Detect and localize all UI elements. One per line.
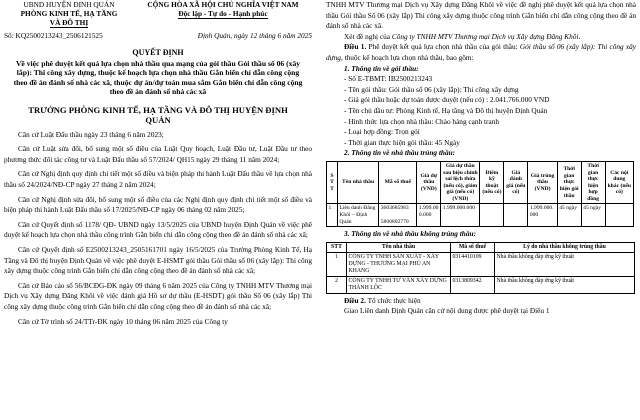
winner-col-header: Giá đánh giá (nếu có) (504, 161, 528, 204)
winner-col-header: Giá dự thầu sau hiệu chỉnh sai lệch thừa (nếu có), giảm giá (nếu có) (VND) (441, 161, 480, 204)
winner-table (326, 161, 634, 227)
decision-title: QUYẾT ĐỊNH (132, 48, 184, 57)
nation-line2: Độc lập - Tự do - Hạnh phúc (178, 9, 268, 18)
winner-col-header: Các nội dung khác (nếu có) (605, 161, 633, 204)
document-header (4, 0, 312, 28)
package-info-item: - Giá gói thầu hoặc dự toán được duyệt (nếu có) : 2.041.766.000 VND (344, 95, 550, 105)
article-1-package: Gói thầu số 06 (xây lắp): Thi công xây dựng (326, 42, 636, 62)
article-2-text: Giao Liên danh Định Quán căn cứ nội dung được phê duyệt tại Điều 1 (344, 306, 550, 316)
ref-number: Số: KQ2500213243_2506121525 (4, 31, 103, 40)
loser-cell: 0314410109 (451, 252, 495, 276)
winner-cell: 1.999.000.000 (528, 204, 557, 227)
basis-paragraph: Căn cứ Nghị định quy định chi tiết một số điều và biện pháp thi hành Luật Đấu thầu về lựa chọn nhà thầu số 24/2024/NĐ-CP ngày 27 tháng 2 năm 2024; (4, 169, 312, 189)
basis-paragraph: Căn cứ Báo cáo số 56/BCĐG-ĐK ngày 09 tháng 6 năm 2025 của Công ty TNHH MTV Thương mại Dịch vụ Xây dựng Đăng Khôi về việc đánh giá Hồ sơ dự thầu (E-HSDT) gói thầu Số 06 (xây lắp) Thi công xây dựng thuộc công trình Gắn biển chỉ dẫn công cộng theo đề án đánh số nhà các xã; (4, 280, 312, 311)
article-2-label: Điều 2. (344, 295, 366, 305)
article-2: Điều 2. Tổ chức thực hiện (344, 295, 421, 305)
basis-paragraph: Căn cứ Quyết định số 1178/ QĐ- UBND ngày 13/5/2025 của UBND huyện Định Quán về việc phê duyệt kế hoạch lựa chọn nhà thầu công trình Gắn biển chỉ dẫn công cộng theo đề án đánh số nhà các xã; (4, 219, 312, 240)
loser-cell: 1 (327, 252, 347, 276)
winner-cell: 3603685983 5800802770 (379, 204, 417, 227)
basis-paragraph: Căn cứ Luật Đấu thầu ngày 23 tháng 6 năm 2023; (18, 129, 164, 139)
decision-subject: Về việc phê duyệt kết quả lựa chọn nhà thầu qua mạng của gói thầu Gói thầu số 06 (xây lắp): Thi công xây dựng, thuộc kế hoạch lựa chọn nhà thầu Gắn biển chỉ dẫn công cộng theo đề án đánh số nhà các xã, thuộc dự án/dự toán mua sắm Gắn biển chỉ dẫn công cộng theo đề án đánh số nhà các xã (13, 59, 303, 97)
agency-line3: VÀ ĐÔ THỊ (49, 18, 89, 27)
package-info-item: - Số E-TBMT: IB2500213243 (344, 74, 433, 84)
nation-line1: CỘNG HÒA XÃ HỘI CHỦ NGHĨA VIỆT NAM (147, 0, 299, 9)
section-1-title: 1. Thông tin về gói thầu: (344, 63, 419, 73)
agency-line1: UBND HUYỆN ĐỊNH QUÁN (23, 0, 115, 9)
winner-col-header: Giá trúng thầu (VND) (528, 161, 557, 204)
winner-cell: 1 (327, 204, 338, 227)
table-row (327, 204, 634, 227)
table-row (327, 252, 635, 276)
agency-line2: PHÒNG KINH TẾ, HẠ TẦNG (20, 9, 118, 18)
winner-col-header: Thời gian thực hiện hợp đồng (581, 161, 605, 204)
loser-cell: 2 (327, 276, 347, 293)
winner-col-header: Tên nhà thầu (337, 161, 378, 204)
date-line: Định Quán, ngày 12 tháng 6 năm 2025 (197, 31, 312, 40)
winner-col-header: Giá dự thầu (VND) (417, 161, 441, 204)
winner-cell: Liên danh Đăng Khôi – Định Quán (337, 204, 378, 227)
issuer-title: TRƯỞNG PHÒNG KINH TẾ, HẠ TẦNG VÀ ĐÔ THỊ HUYỆN ĐỊNH QUÁN (28, 104, 288, 126)
winner-cell: 1.999.000.000 (417, 204, 441, 227)
basis-paragraph: Căn cứ Luật sửa đổi, bổ sung một số điều của Luật Quy hoạch, Luật Đầu tư, Luật Đầu tư theo phương thức đối tác công tư và Luật Đấu thầu số 57/2024/ QH15 ngày 29 tháng 11 năm 2024; (4, 144, 312, 164)
loser-header-row (327, 242, 635, 252)
table-row (327, 276, 635, 293)
loser-cell: CÔNG TY TNHH SẢN XUẤT - XÂY DỰNG - THƯƠNG MẠI PHÚ AN KHANG (347, 252, 451, 276)
section-3-title: 3. Thông tin về nhà thầu không trúng thầu: (344, 229, 476, 239)
winner-cell: 45 ngày (557, 204, 581, 227)
loser-table (326, 242, 635, 294)
basis-paragraph: Căn cứ Quyết định số E2500213243_2505161701 ngày 16/5/2025 của Trưởng Phòng Kinh Tế, Hạ Tầng và Đô thị huyện Định Quán về việc phê duyệt E-HSMT gói thầu Gói thầu số 06 (xây lắp): Thi công xây dựng thuộc công trình Gắn biển chỉ dẫn công cộng theo đề án đánh số nhà các xã; (4, 244, 312, 276)
loser-col-header: Tên nhà thầu (347, 242, 451, 252)
package-info-item: - Loại hợp đồng: Trọn gói (344, 127, 420, 137)
basis-paragraph: Căn cứ Nghị định sửa đổi, bổ sung một số điều của các Nghị định quy định chi tiết một số điều và biện pháp thi hành Luật Đấu thầu số 17/2025/NĐ-CP ngày 06 tháng 02 năm 2025; (4, 194, 312, 215)
winner-cell (504, 204, 528, 227)
loser-cell: Nhà thầu không đáp ứng kỹ thuật (495, 252, 635, 276)
package-info-item: - Tên gói thầu: Gói thầu số 06 (xây lắp): Thi công xây dựng (344, 84, 519, 94)
winner-col-header: Mã số thuế (379, 161, 417, 204)
winner-cell (605, 204, 633, 227)
basis-paragraph: Căn cứ Tờ trình số 24/TTr-ĐK ngày 10 tháng 06 năm 2025 của Công ty (18, 316, 228, 326)
agency-block (4, 0, 134, 28)
continued-paragraph: TNHH MTV Thương mại Dịch vụ Xây dựng Đăng Khôi về việc đề nghị phê duyệt kết quả lựa chọn nhà thầu Gói thầu Số 06 (xây lắp) Thi công xây dựng thuộc công trình Gắn biển chỉ dẫn công cộng theo đề án đánh số nhà các xã. (326, 0, 636, 31)
consider-paragraph: Xét đề nghị của Công ty TNHH MTV Thương mại Dịch vụ Xây dựng Đăng Khôi. (344, 31, 581, 41)
article-1-label: Điều 1. (344, 42, 367, 52)
winner-cell (480, 204, 504, 227)
consider-org: Công ty TNHH MTV Thương mại Dịch vụ Xây dựng Đăng Khôi (391, 31, 579, 41)
winner-header-row (327, 161, 634, 204)
winner-cell: 1.999.000.000 (441, 204, 480, 227)
winner-cell: 45 ngày (581, 204, 605, 227)
winner-col-header: Thời gian thực hiện gói thầu (557, 161, 581, 204)
winner-col-header: Điểm kỹ thuật (nếu có) (480, 161, 504, 204)
right-column (326, 0, 636, 317)
package-info-item: - Tên chủ đầu tư: Phòng Kinh tế, Hạ tầng và Đô thị huyện Định Quán (344, 105, 548, 115)
loser-col-header: Lý do nhà thầu không trúng thầu (495, 242, 635, 252)
loser-cell: CÔNG TY TNHH TƯ VẤN XÂY DỰNG THÀNH LỘC (347, 276, 451, 293)
left-column (4, 0, 312, 327)
loser-cell: Nhà thầu không đáp ứng kỹ thuật (495, 276, 635, 293)
package-info-item: - Hình thức lựa chọn nhà thầu: Chào hàng cạnh tranh (344, 116, 500, 126)
loser-cell: 0313809342 (451, 276, 495, 293)
package-info-item: - Thời gian thực hiện gói thầu: 45 Ngày (344, 137, 460, 147)
winner-col-header: S T T (327, 161, 338, 204)
loser-col-header: Mã số thuế (451, 242, 495, 252)
section-2-title: 2. Thông tin về nhà thầu trúng thầu: (344, 148, 456, 158)
loser-col-header: STT (327, 242, 347, 252)
article-1: Điều 1. Phê duyệt kết quả lựa chọn nhà thầu của gói thầu: Gói thầu số 06 (xây lắp): Thi công xây dựng, thuộc kế hoạch lựa chọn nhà thầu, bao gồm: (326, 42, 636, 62)
nation-block (134, 0, 312, 28)
